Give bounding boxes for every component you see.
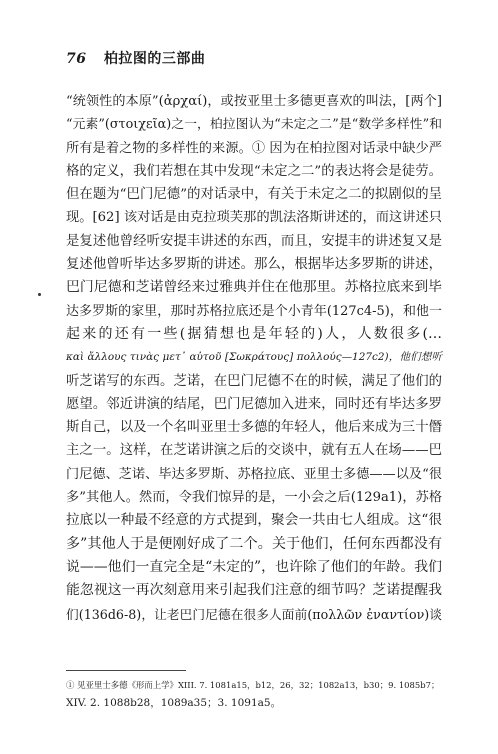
text-line: 愿望。邻近讲演的结尾，巴门尼德加入进来，同时还有毕达多罗 bbox=[66, 396, 442, 412]
footnote bbox=[66, 676, 442, 712]
text-line: “元素”(στοιχεῖα)之一，柏拉图认为“未定之二”是“数学多样性”和 bbox=[66, 117, 442, 133]
text-line: 斯自己，以及一个名叫亚里士多德的年轻人，他后来成为三十僭 bbox=[66, 420, 442, 436]
text-line: 复述他曾听毕达多罗斯的讲述。那么，根据毕达多罗斯的讲述， bbox=[66, 257, 442, 273]
text-line: 多”其他人于是便刚好成了二个。关于他们，任何东西都没有 bbox=[66, 535, 442, 552]
body-text bbox=[66, 90, 442, 626]
footnote-line: ① 见亚里士多德《形而上学》XIII. 7. 1081a15，b12，26，32；1082a13，b30；9. 1085b7； bbox=[66, 680, 440, 690]
book-title: 柏拉图的三部曲 bbox=[103, 51, 206, 67]
greek-text-line: καὶ ἄλλους τινὰς μετ᾽ αὐτοῦ [Σωκράτους] πολλούς—127c2)，他们想听 bbox=[66, 351, 442, 364]
page-number: 76 bbox=[66, 51, 87, 67]
footnote-divider bbox=[66, 670, 186, 671]
text-line: 所有是着之物的多样性的来源。① 因为在柏拉图对话录中缺少严 bbox=[66, 140, 442, 156]
text-line: 听芝诺写的东西。芝诺，在巴门尼德不在的时候，满足了他们的 bbox=[66, 373, 442, 389]
text-line: 门尼德、芝诺、毕达多罗斯、苏格拉底、亚里士多德——以及“很 bbox=[66, 466, 442, 482]
margin-mark bbox=[38, 293, 41, 296]
text-line: 拉底以一种最不经意的方式提到，聚会一共由七人组成。这“很 bbox=[66, 512, 442, 529]
text-line: 是复述他曾经听安提丰讲述的东西，而且，安提丰的讲述复又是 bbox=[66, 233, 442, 249]
text-line: 格的定义，我们若想在其中发现“未定之二”的表达将会是徒劳。 bbox=[66, 163, 442, 179]
text-line: 现。[62] 该对话是由克拉琐芙那的凯法洛斯讲述的，而这讲述只 bbox=[66, 210, 442, 226]
text-line: 但在题为“巴门尼德”的对话录中，有关于未定之二的拟剧似的呈 bbox=[66, 187, 442, 203]
text-line: 巴门尼德和芝诺曾经来过雅典并住在他那里。苏格拉底来到毕 bbox=[66, 279, 442, 296]
text-line: 达多罗斯的家里，那时苏格拉底还是个小青年(127c4-5)，和他一 bbox=[66, 303, 442, 319]
text-line: 起来的还有一些(据猜想也是年轻的)人，人数很多(… bbox=[66, 325, 442, 342]
text-line: 们(136d6-8)，让老巴门尼德在很多人面前(πολλῶν ἐναντίον)谈 bbox=[66, 606, 442, 622]
footnote-line: XIV. 2. 1088b28，1089a35；3. 1091a5。 bbox=[66, 697, 282, 709]
text-line: 主之一。这样，在芝诺讲演之后的交谈中，就有五人在场——巴 bbox=[66, 443, 442, 459]
text-line: 说——他们一直完全是“未定的”，也许除了他们的年龄。我们 bbox=[66, 558, 442, 575]
text-line: 多”其他人。然而，令我们惊异的是，一小会之后(129a1)，苏格 bbox=[66, 490, 442, 506]
running-head bbox=[66, 48, 205, 68]
text-line: “统领性的本原”(ἀρχαί)，或按亚里士多德更喜欢的叫法，[两个] bbox=[66, 94, 442, 109]
text-line: 能忽视这一再次刻意用来引起我们注意的细节吗？芝诺提醒我 bbox=[66, 582, 442, 599]
